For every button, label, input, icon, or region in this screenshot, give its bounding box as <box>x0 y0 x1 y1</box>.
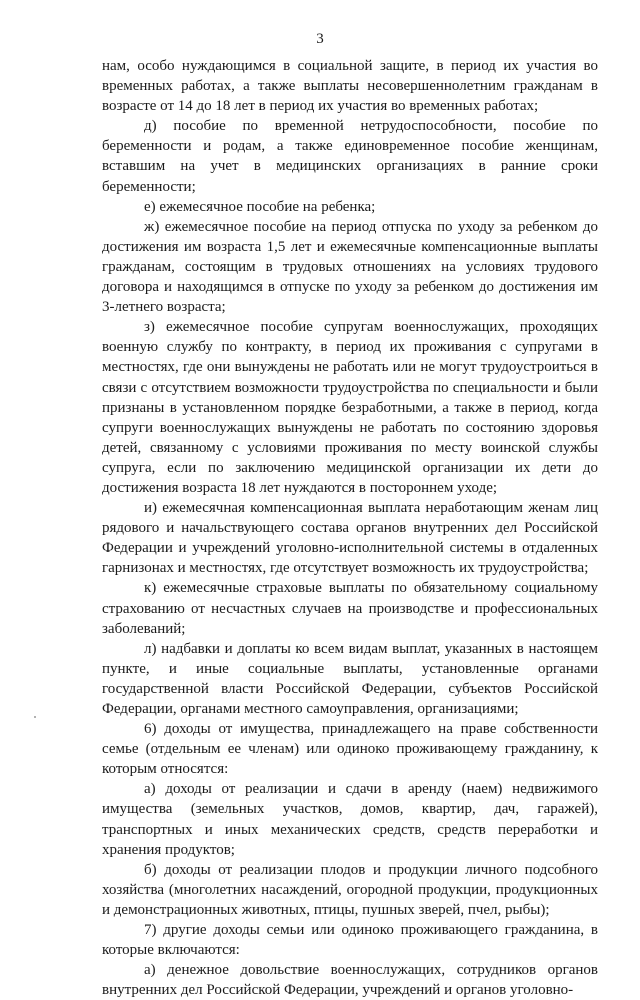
paragraph-z: з) ежемесячное пособие супругам военнослужащих, проходящих военную службу по контракту, в период их проживания с супругами в местностях, где они вынуждены не работать или не могут трудоустроиться в связи с отсутствием возможности трудоустройства по специальности и были признаны в установленном порядке безработными, а также в период, когда супруги военнослужащих вынуждены не работать по состоянию здоровья детей, связанному с условиями проживания по месту воинской службы супруга, если по заключению медицинской организации их дети до достижения возраста 18 лет нуждаются в постороннем уходе; <box>102 319 598 496</box>
paragraph-i: и) ежемесячная компенсационная выплата неработающим женам лиц рядового и начальствующего состава органов внутренних дел Российской Федерации и учреждений уголовно-исполнительной системы в отдаленных гарнизонах и местностях, где отсутствует возможность их трудоустройства; <box>102 500 598 577</box>
paragraph-l: л) надбавки и доплаты ко всем видам выплат, указанных в настоящем пункте, и иные социальные выплаты, установленные органами государственной власти Российской Федерации, субъектов Российской Федерации, органами местного самоуправления, организациями; <box>102 640 598 717</box>
paragraph-6a: а) доходы от реализации и сдачи в аренду (наем) недвижимого имущества (земельных участков, домов, квартир, дач, гаражей), транспортных и иных механических средств, средств переработки и хранения продуктов; <box>102 781 598 858</box>
paragraph-k: к) ежемесячные страховые выплаты по обязательному социальному страхованию от несчастных случаев на производстве и профессиональных заболеваний; <box>102 580 598 637</box>
paragraph-6: 6) доходы от имущества, принадлежащего на праве собственности семье (отдельным ее членам) или одиноко проживающему гражданину, к которым относятся: <box>102 721 598 778</box>
paragraph-7a: а) денежное довольствие военнослужащих, сотрудников органов внутренних дел Российской Федерации, учреждений и органов уголовно- <box>102 962 598 999</box>
scan-dust-mark <box>34 716 36 718</box>
paragraph-zh: ж) ежемесячное пособие на период отпуска по уходу за ребенком до достижения им возраста 1,5 лет и ежемесячные компенсационные выплаты гражданам, состоящим в трудовых отношениях на условиях трудового договора и находящимся в отпуске по уходу за ребенком до достижения им 3-летнего возраста; <box>102 218 598 316</box>
paragraph-7: 7) другие доходы семьи или одиноко проживающего гражданина, в которые включаются: <box>102 922 598 959</box>
page-number: 3 <box>316 31 324 47</box>
document-body <box>102 56 598 1000</box>
paragraph-d: д) пособие по временной нетрудоспособности, пособие по беременности и родам, а также единовременное пособие женщинам, вставшим на учет в медицинских организациях в ранние сроки беременности; <box>102 118 598 195</box>
paragraph-6b: б) доходы от реализации плодов и продукции личного подсобного хозяйства (многолетних насаждений, огородной продукции, продукционных и демонстрационных животных, птицы, пушных зверей, пчел, рыбы); <box>102 861 598 918</box>
paragraph-e: е) ежемесячное пособие на ребенка; <box>144 198 376 215</box>
paragraph-continuation: нам, особо нуждающимся в социальной защите, в период их участия во временных работах, а также выплаты несовершеннолетним гражданам в возрасте от 14 до 18 лет в период их участия во временных работах; <box>102 58 598 115</box>
